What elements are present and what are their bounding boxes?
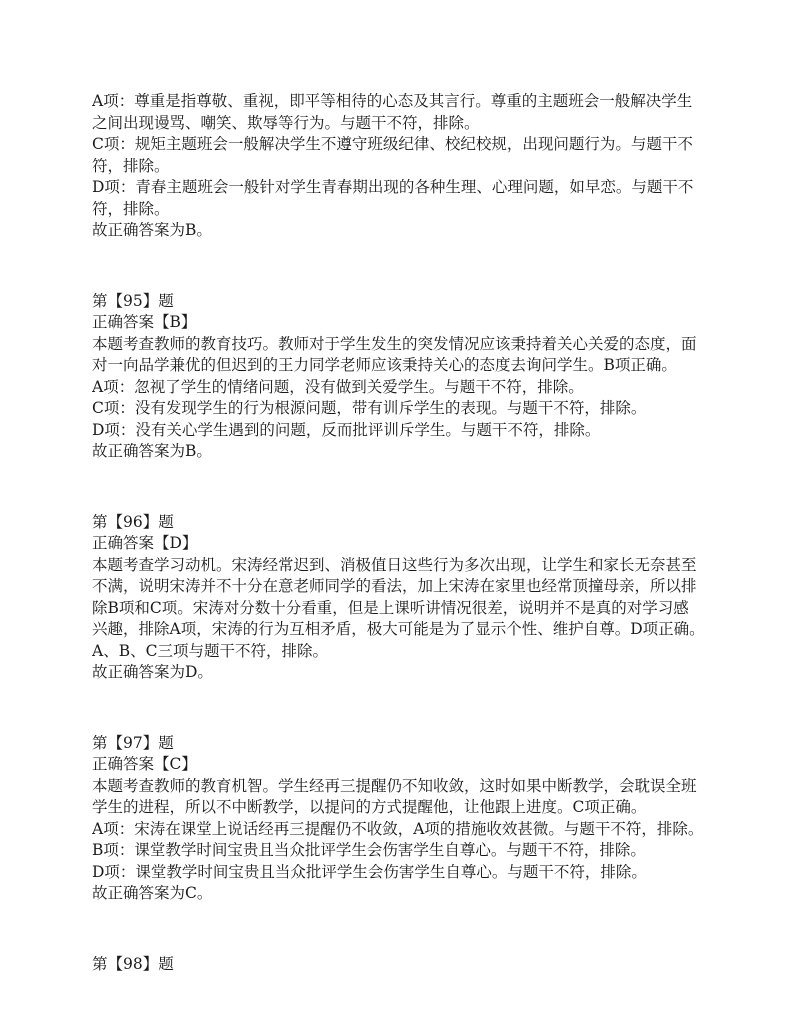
spacer bbox=[92, 242, 712, 291]
explanation-line: C项：规矩主题班会一般解决学生不遵守班级纪律、校纪校规，出现问题行为。与题干不 bbox=[92, 135, 693, 153]
document-page bbox=[92, 91, 712, 975]
explanation-line: A项：忽视了学生的情绪问题，没有做到关爱学生。与题干不符，排除。 bbox=[92, 377, 584, 396]
correct-answer: 正确答案【D】 bbox=[92, 534, 198, 552]
explanation-line: D项：课堂教学时间宝贵且当众批评学生会伤害学生自尊心。与题干不符，排除。 bbox=[92, 862, 647, 881]
explanation-line: 之间出现谩骂、嘲笑、欺辱等行为。与题干不符，排除。 bbox=[92, 113, 480, 132]
explanation-line: 兴趣，排除A项，宋涛的行为互相矛盾，极大可能是为了显示个性、维护自尊。D项正确。 bbox=[92, 620, 705, 638]
correct-answer: 正确答案【C】 bbox=[92, 755, 197, 773]
question-97 bbox=[92, 733, 712, 905]
correct-answer: 正确答案【B】 bbox=[92, 313, 197, 331]
explanation-line: 对一向品学兼优的但迟到的王力同学老师应该秉持关心的态度去询问学生。B项正确。 bbox=[92, 356, 677, 374]
conclusion-line: 故正确答案为B。 bbox=[92, 442, 212, 460]
question-96 bbox=[92, 512, 712, 684]
explanation-line: 符，排除。 bbox=[92, 199, 170, 218]
explanation-line: B项：课堂教学时间宝贵且当众批评学生会伤害学生自尊心。与题干不符，排除。 bbox=[92, 841, 646, 859]
explanation-line: A项：尊重是指尊敬、重视，即平等相待的心态及其言行。尊重的主题班会一般解决学生 bbox=[92, 92, 693, 110]
question-title: 第【96】题 bbox=[92, 512, 174, 531]
explanation-line: 本题考查学习动机。宋涛经常迟到、消极值日这些行为多次出现，让学生和家长无奈甚至 bbox=[92, 555, 697, 574]
explanation-line: 学生的进程，所以不中断教学，以提问的方式提醒他，让他跟上进度。C项正确。 bbox=[92, 798, 647, 816]
intro-explanation bbox=[92, 91, 712, 242]
explanation-line: D项：没有关心学生遇到的问题，反而批评训斥学生。与题干不符，排除。 bbox=[92, 420, 601, 439]
question-title: 第【97】题 bbox=[92, 733, 174, 752]
spacer bbox=[92, 463, 712, 512]
spacer bbox=[92, 905, 712, 954]
explanation-line: 本题考查教师的教育机智。学生经再三提醒仍不知收敛，这时如果中断教学，会耽误全班 bbox=[92, 776, 697, 795]
question-title: 第【98】题 bbox=[92, 954, 174, 973]
explanation-line: A、B、C三项与题干不符，排除。 bbox=[92, 641, 328, 660]
explanation-line: C项：没有发现学生的行为根源问题，带有训斥学生的表现。与题干不符，排除。 bbox=[92, 399, 647, 417]
explanation-line: 不满，说明宋涛并不十分在意老师同学的看法，加上宋涛在家里也经常顶撞母亲，所以排 bbox=[92, 577, 697, 595]
question-95 bbox=[92, 291, 712, 463]
question-98 bbox=[92, 954, 712, 976]
explanation-line: 除B项和C项。宋涛对分数十分看重，但是上课听讲情况很差，说明并不是真的对学习感 bbox=[92, 598, 689, 617]
explanation-line: A项：宋涛在课堂上说话经再三提醒仍不收敛，A项的措施收效甚微。与题干不符，排除。 bbox=[92, 819, 704, 838]
conclusion-line: 故正确答案为B。 bbox=[92, 221, 212, 239]
spacer bbox=[92, 684, 712, 733]
explanation-line: 本题考查教师的教育技巧。教师对于学生发生的突发情况应该秉持着关心关爱的态度，面 bbox=[92, 334, 697, 353]
explanation-line: 符，排除。 bbox=[92, 156, 170, 175]
conclusion-line: 故正确答案为D。 bbox=[92, 663, 213, 681]
conclusion-line: 故正确答案为C。 bbox=[92, 884, 213, 902]
explanation-line: D项：青春主题班会一般针对学生青春期出现的各种生理、心理问题，如早恋。与题干不 bbox=[92, 178, 694, 196]
question-title: 第【95】题 bbox=[92, 291, 174, 310]
